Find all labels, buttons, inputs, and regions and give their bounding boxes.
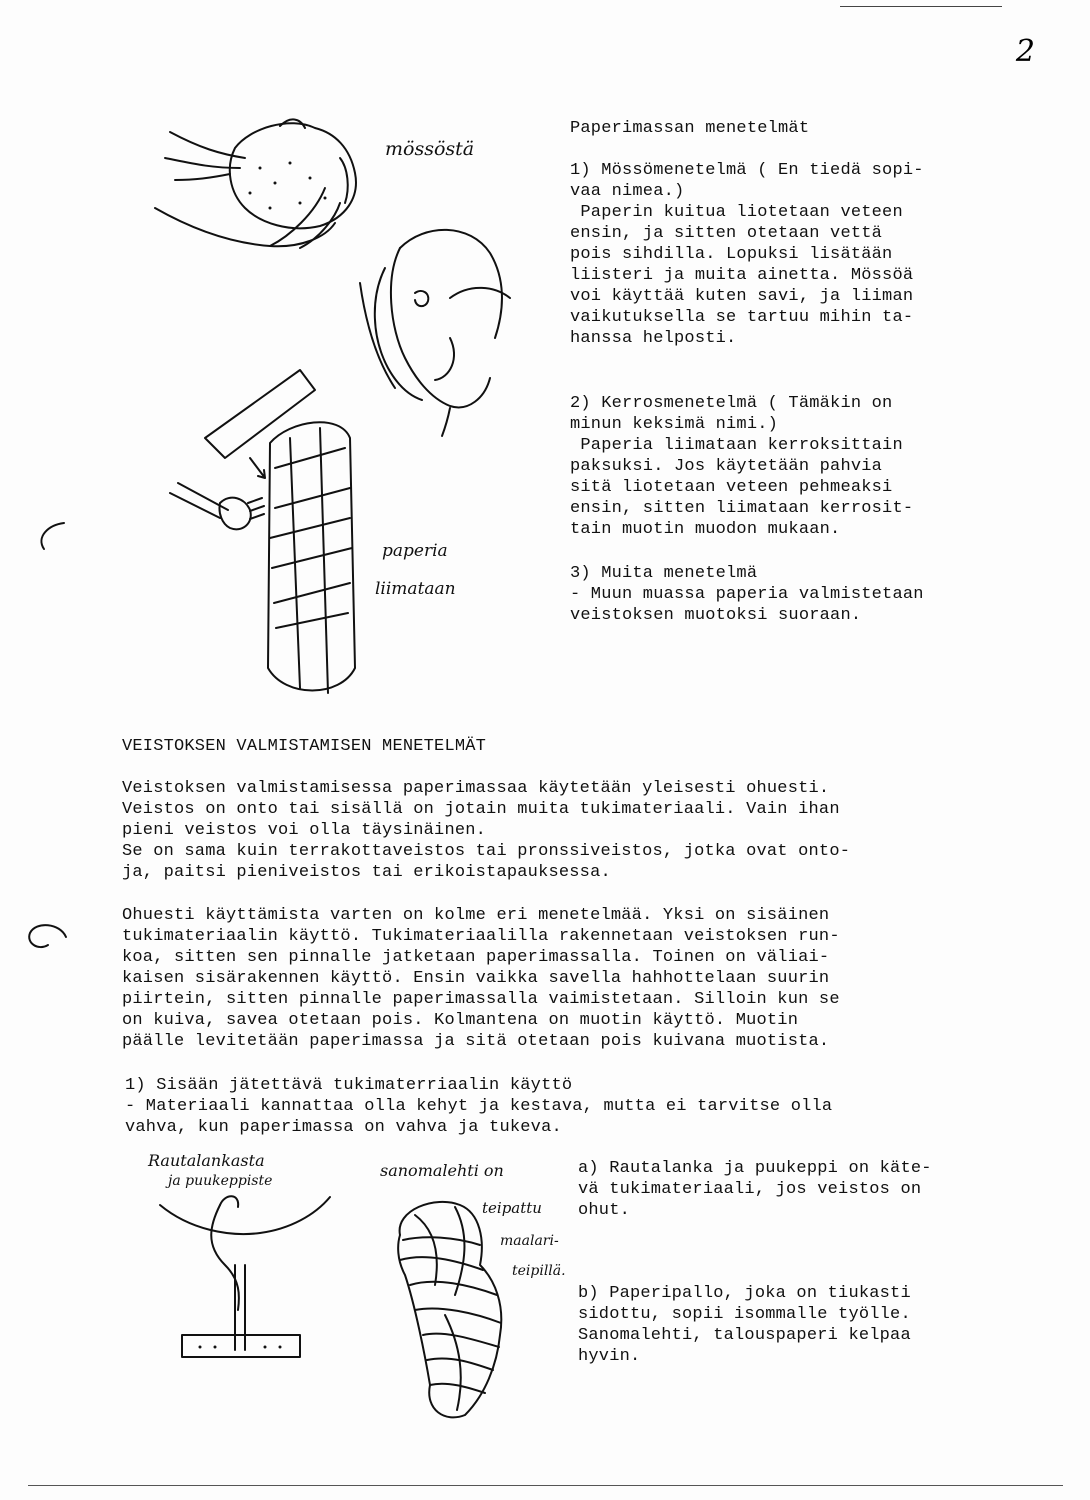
paper-mass-heading-block bbox=[570, 118, 809, 139]
sketch-label-wire-2: ja puukeppiste bbox=[168, 1173, 273, 1189]
method1-block bbox=[570, 160, 924, 349]
item-b-line: sidottu, sopii isommalle työlle. bbox=[578, 1305, 911, 1324]
subsection1-block bbox=[125, 1075, 832, 1138]
sculpture-paragraph1 bbox=[122, 778, 850, 883]
method1-line: pois sihdilla. Lopuksi lisätään bbox=[570, 245, 893, 264]
paragraph1-line: ja, paitsi pieniveistos tai erikoistapauksessa. bbox=[122, 863, 611, 882]
paragraph2-line: Ohuesti käyttämista varten on kolme eri menetelmää. Yksi on sisäinen bbox=[122, 906, 830, 925]
paragraph2-line: on kuiva, savea otetaan pois. Kolmantena on muotin käyttö. Muotin bbox=[122, 1011, 799, 1030]
item-b-block bbox=[578, 1283, 911, 1367]
method1-line: hanssa helposti. bbox=[570, 329, 737, 348]
sketch-label-newspaper-4: teipillä. bbox=[512, 1263, 566, 1279]
item-a-line: vä tukimateriaali, jos veistos on bbox=[578, 1180, 922, 1199]
sketch-label-newspaper-3: maalari- bbox=[500, 1233, 559, 1249]
method1-line: ensin, ja sitten otetaan vettä bbox=[570, 224, 883, 243]
newspaper-ball-armature-icon bbox=[385, 1195, 515, 1425]
subsection1-line: 1) Sisään jätettävä tukimaterriaalin käyttö bbox=[125, 1076, 573, 1095]
sketch-label-newspaper-1: sanomalehti on bbox=[380, 1161, 504, 1180]
sculpture-paragraph2 bbox=[122, 905, 840, 1052]
method1-line: vaa nimea.) bbox=[570, 182, 685, 201]
method2-line: minun keksimä nimi.) bbox=[570, 415, 779, 434]
bottom-edge-line bbox=[28, 1485, 1063, 1486]
sculpture-heading: VEISTOKSEN VALMISTAMISEN MENETELMÄT bbox=[122, 737, 487, 756]
paragraph2-line: piirtein, sitten pinnalle paperimassalla vaimistetaan. Silloin kun se bbox=[122, 990, 840, 1009]
item-b-line: hyvin. bbox=[578, 1347, 641, 1366]
paragraph1-line: Veistoksen valmistamisessa paperimassaa käytetään yleisesti ohuesti. bbox=[122, 779, 830, 798]
method1-line: 1) Mössömenetelmä ( En tiedä sopi- bbox=[570, 161, 924, 180]
paragraph1-line: Veistos on onto tai sisällä on jotain muita tukimateriaali. Vain ihan bbox=[122, 800, 840, 819]
sketch-label-wire-1: Rautalankasta bbox=[148, 1151, 265, 1170]
item-a-block bbox=[578, 1158, 932, 1221]
method3-line: - Muun muassa paperia valmistetaan bbox=[570, 585, 924, 604]
paragraph1-line: Se on sama kuin terrakottaveistos tai pronssiveistos, jotka ovat onto- bbox=[122, 842, 851, 861]
method1-line: voi käyttää kuten savi, ja liiman bbox=[570, 287, 914, 306]
paragraph2-line: koa, sitten sen pinnalle jatketaan paperimassalla. Toinen on väliai- bbox=[122, 948, 830, 967]
method2-line: paksuksi. Jos käytetään pahvia bbox=[570, 457, 883, 476]
method3-line: veistoksen muotoksi suoraan. bbox=[570, 606, 862, 625]
method3-line: 3) Muita menetelmä bbox=[570, 564, 758, 583]
layering-paper-column-icon bbox=[170, 370, 355, 693]
subsection1-line: vahva, kun paperimassa on vahva ja tukeva. bbox=[125, 1118, 562, 1137]
method2-line: Paperia liimataan kerroksittain bbox=[570, 436, 903, 455]
sketch-label-mossosta: mössöstä bbox=[385, 138, 475, 160]
method2-line: 2) Kerrosmenetelmä ( Tämäkin on bbox=[570, 394, 893, 413]
subsection1-line: - Materiaali kannattaa olla kehyt ja kestava, mutta ei tarvitse olla bbox=[125, 1097, 833, 1116]
paragraph1-line: pieni veistos voi olla täysinäinen. bbox=[122, 821, 487, 840]
method2-line: tain muotin muodon mukaan. bbox=[570, 520, 841, 539]
item-b-line: Sanomalehti, talouspaperi kelpaa bbox=[578, 1326, 911, 1345]
sketch-label-paperia: paperia bbox=[382, 541, 448, 561]
hands-mash-icon bbox=[155, 119, 356, 248]
method1-line: Paperin kuitua liotetaan veteen bbox=[570, 203, 903, 222]
sculpture-heading-block bbox=[122, 736, 486, 757]
method2-block bbox=[570, 393, 913, 540]
head-mask-icon bbox=[360, 230, 510, 436]
punch-hole-mark-top bbox=[30, 515, 70, 555]
paragraph2-line: kaisen sisärakennen käyttö. Ensin vaikka savella hahhottelaan suurin bbox=[122, 969, 830, 988]
paper-mass-sketches bbox=[150, 108, 570, 708]
method2-line: sitä liotetaan veteen pehmeaksi bbox=[570, 478, 893, 497]
punch-hole-mark-bottom bbox=[22, 915, 72, 965]
item-b-line: b) Paperipallo, joka on tiukasti bbox=[578, 1284, 911, 1303]
method1-line: liisteri ja muita ainetta. Mössöä bbox=[570, 266, 914, 285]
paper-mass-heading: Paperimassan menetelmät bbox=[570, 119, 810, 138]
method2-line: ensin, sitten liimataan kerrosit- bbox=[570, 499, 914, 518]
page-number: 2 bbox=[1015, 34, 1035, 69]
sketch-label-liimataan: liimataan bbox=[375, 579, 456, 599]
sketch-label-newspaper-2: teipattu bbox=[482, 1199, 542, 1217]
method1-line: vaikutuksella se tartuu mihin ta- bbox=[570, 308, 914, 327]
item-a-line: a) Rautalanka ja puukeppi on käte- bbox=[578, 1159, 932, 1178]
paragraph2-line: tukimateriaalin käyttö. Tukimateriaalilla rakennetaan veistoksen run- bbox=[122, 927, 840, 946]
wire-stick-armature-icon bbox=[140, 1185, 340, 1375]
paragraph2-line: päälle levitetään paperimassa ja sitä otetaan pois kuivana muotista. bbox=[122, 1032, 830, 1051]
top-edge-line bbox=[840, 6, 1002, 7]
item-a-line: ohut. bbox=[578, 1201, 631, 1220]
method3-block bbox=[570, 563, 924, 626]
